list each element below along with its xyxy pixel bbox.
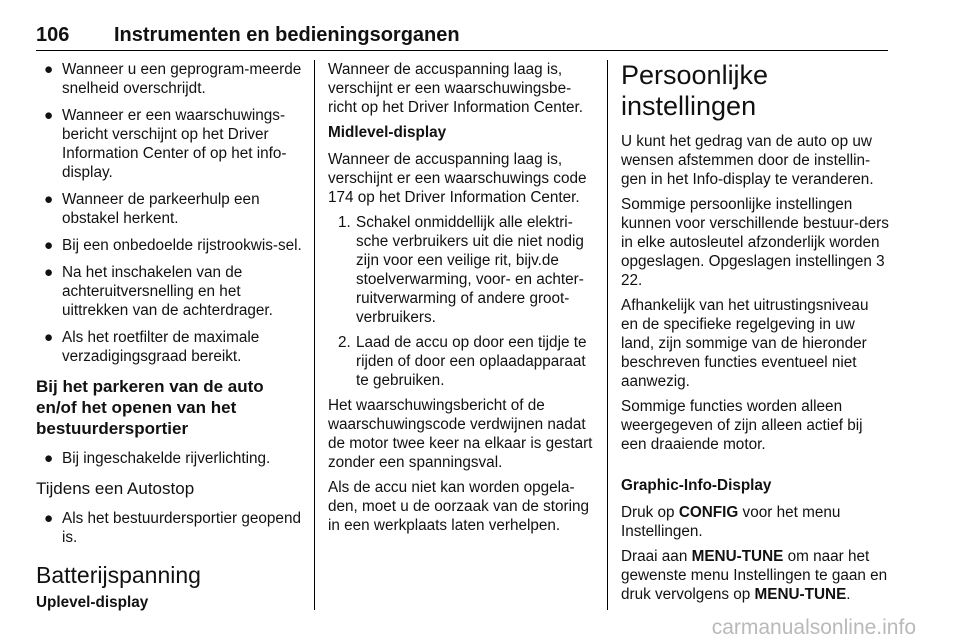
page-reference-icon[interactable]: 3: [876, 253, 885, 270]
list-item: ● Wanneer de parkeerhulp een obstakel herkent.: [44, 191, 260, 227]
list-item: ● Bij ingeschakelde rijverlichting.: [44, 450, 271, 467]
heading-personal-settings: Persoonlijke instellingen: [621, 60, 769, 121]
list-item: ● Als het bestuurdersportier geopend is.: [44, 510, 301, 546]
paragraph: Sommige persoonlijke instellingen kunnen voor verschillende bestuur-ders in elke autosleutel afzonderlijk worden opgeslagen. Opgeslagen instellingen 3 22.: [621, 196, 889, 289]
bullet-icon: ●: [44, 107, 54, 124]
page-number: 106: [36, 24, 70, 46]
paragraph: Sommige functies worden alleen weergegeven of zijn alleen actief bij een draaiende motor.: [621, 398, 863, 453]
paragraph: U kunt het gedrag van de auto op uw wensen afstemmen door de instellin-gen in het Info-display te veranderen.: [621, 133, 874, 188]
paragraph: Draai aan MENU-TUNE om naar het gewenste menu Instellingen te gaan en druk vervolgens op MENU-TUNE.: [621, 548, 888, 603]
list-item: ● Wanneer er een waarschuwings-bericht verschijnt op het Driver Information Center of op het info-display.: [44, 107, 287, 181]
bullet-icon: ●: [44, 329, 54, 346]
column-1: [36, 60, 302, 620]
heading-parking: Bij het parkeren van de auto en/of het openen van het bestuurdersportier: [36, 377, 264, 438]
paragraph: Wanneer de accuspanning laag is, verschijnt er een waarschuwings code 174 op het Driver Information Center.: [328, 151, 587, 206]
bullet-icon: ●: [44, 264, 54, 281]
heading-autostop: Tijdens een Autostop: [36, 479, 195, 498]
column-divider-1: [314, 60, 315, 610]
bullet-icon: ●: [44, 237, 54, 254]
subheading-uplevel: Uplevel-display: [36, 594, 149, 611]
key-menu-tune: MENU-TUNE: [691, 548, 784, 565]
list-item: 2. Laad de accu op door een tijdje te rijden of door een oplaadapparaat te gebruiken.: [338, 334, 587, 389]
bullet-icon: ●: [44, 510, 54, 527]
paragraph: Druk op CONFIG voor het menu Instellingen.: [621, 504, 841, 540]
key-menu-tune: MENU-TUNE: [754, 586, 847, 603]
watermark: carmanualsonline.info: [711, 616, 916, 639]
key-config: CONFIG: [678, 504, 739, 521]
list-item: ● Bij een onbedoelde rijstrookwis-sel.: [44, 237, 302, 254]
list-item: ● Na het inschakelen van de achteruitversnelling en het uittrekken van de achterdrager.: [44, 264, 273, 319]
paragraph: Het waarschuwingsbericht of de waarschuwingscode verdwijnen nadat de motor twee keer na elkaar is gestart zonder een spanningsval.: [328, 397, 593, 471]
heading-battery: Batterijspanning: [36, 562, 201, 588]
bullet-icon: ●: [44, 191, 54, 208]
paragraph: Als de accu niet kan worden opgela-den, moet u de oorzaak van de storing in een werkplaats laten verhelpen.: [328, 479, 590, 534]
subheading-midlevel: Midlevel-display: [328, 124, 447, 141]
paragraph: Afhankelijk van het uitrustingsniveau en de specifieke regelgeving in uw land, zijn sommige van de hieronder beschreven functies eventueel niet aanwezig.: [621, 297, 869, 390]
column-divider-2: [607, 60, 608, 610]
list-item: ● Als het roetfilter de maximale verzadigingsgraad bereikt.: [44, 329, 260, 365]
bullet-icon: ●: [44, 450, 54, 467]
subheading-graphic-info-display: Graphic-Info-Display: [621, 477, 772, 494]
page-title: Instrumenten en bedieningsorganen: [114, 24, 460, 46]
paragraph: Wanneer de accuspanning laag is, verschijnt er een waarschuwingsbe-richt op het Driver Information Center.: [328, 61, 584, 116]
header-divider: [36, 50, 888, 51]
list-item: ● Wanneer u een geprogram-meerde snelheid overschrijdt.: [44, 61, 302, 97]
column-3: [621, 60, 889, 610]
bullet-icon: ●: [44, 61, 54, 78]
page-header: [36, 24, 888, 50]
list-item: 1. Schakel onmiddellijk alle elektri-sche verbruikers uit die niet nodig zijn voor een veilige rit, bijv.de stoelverwarming, voor- en achter-ruitverwarming of andere groot-verbruikers.: [338, 214, 584, 326]
column-2: [328, 60, 594, 541]
